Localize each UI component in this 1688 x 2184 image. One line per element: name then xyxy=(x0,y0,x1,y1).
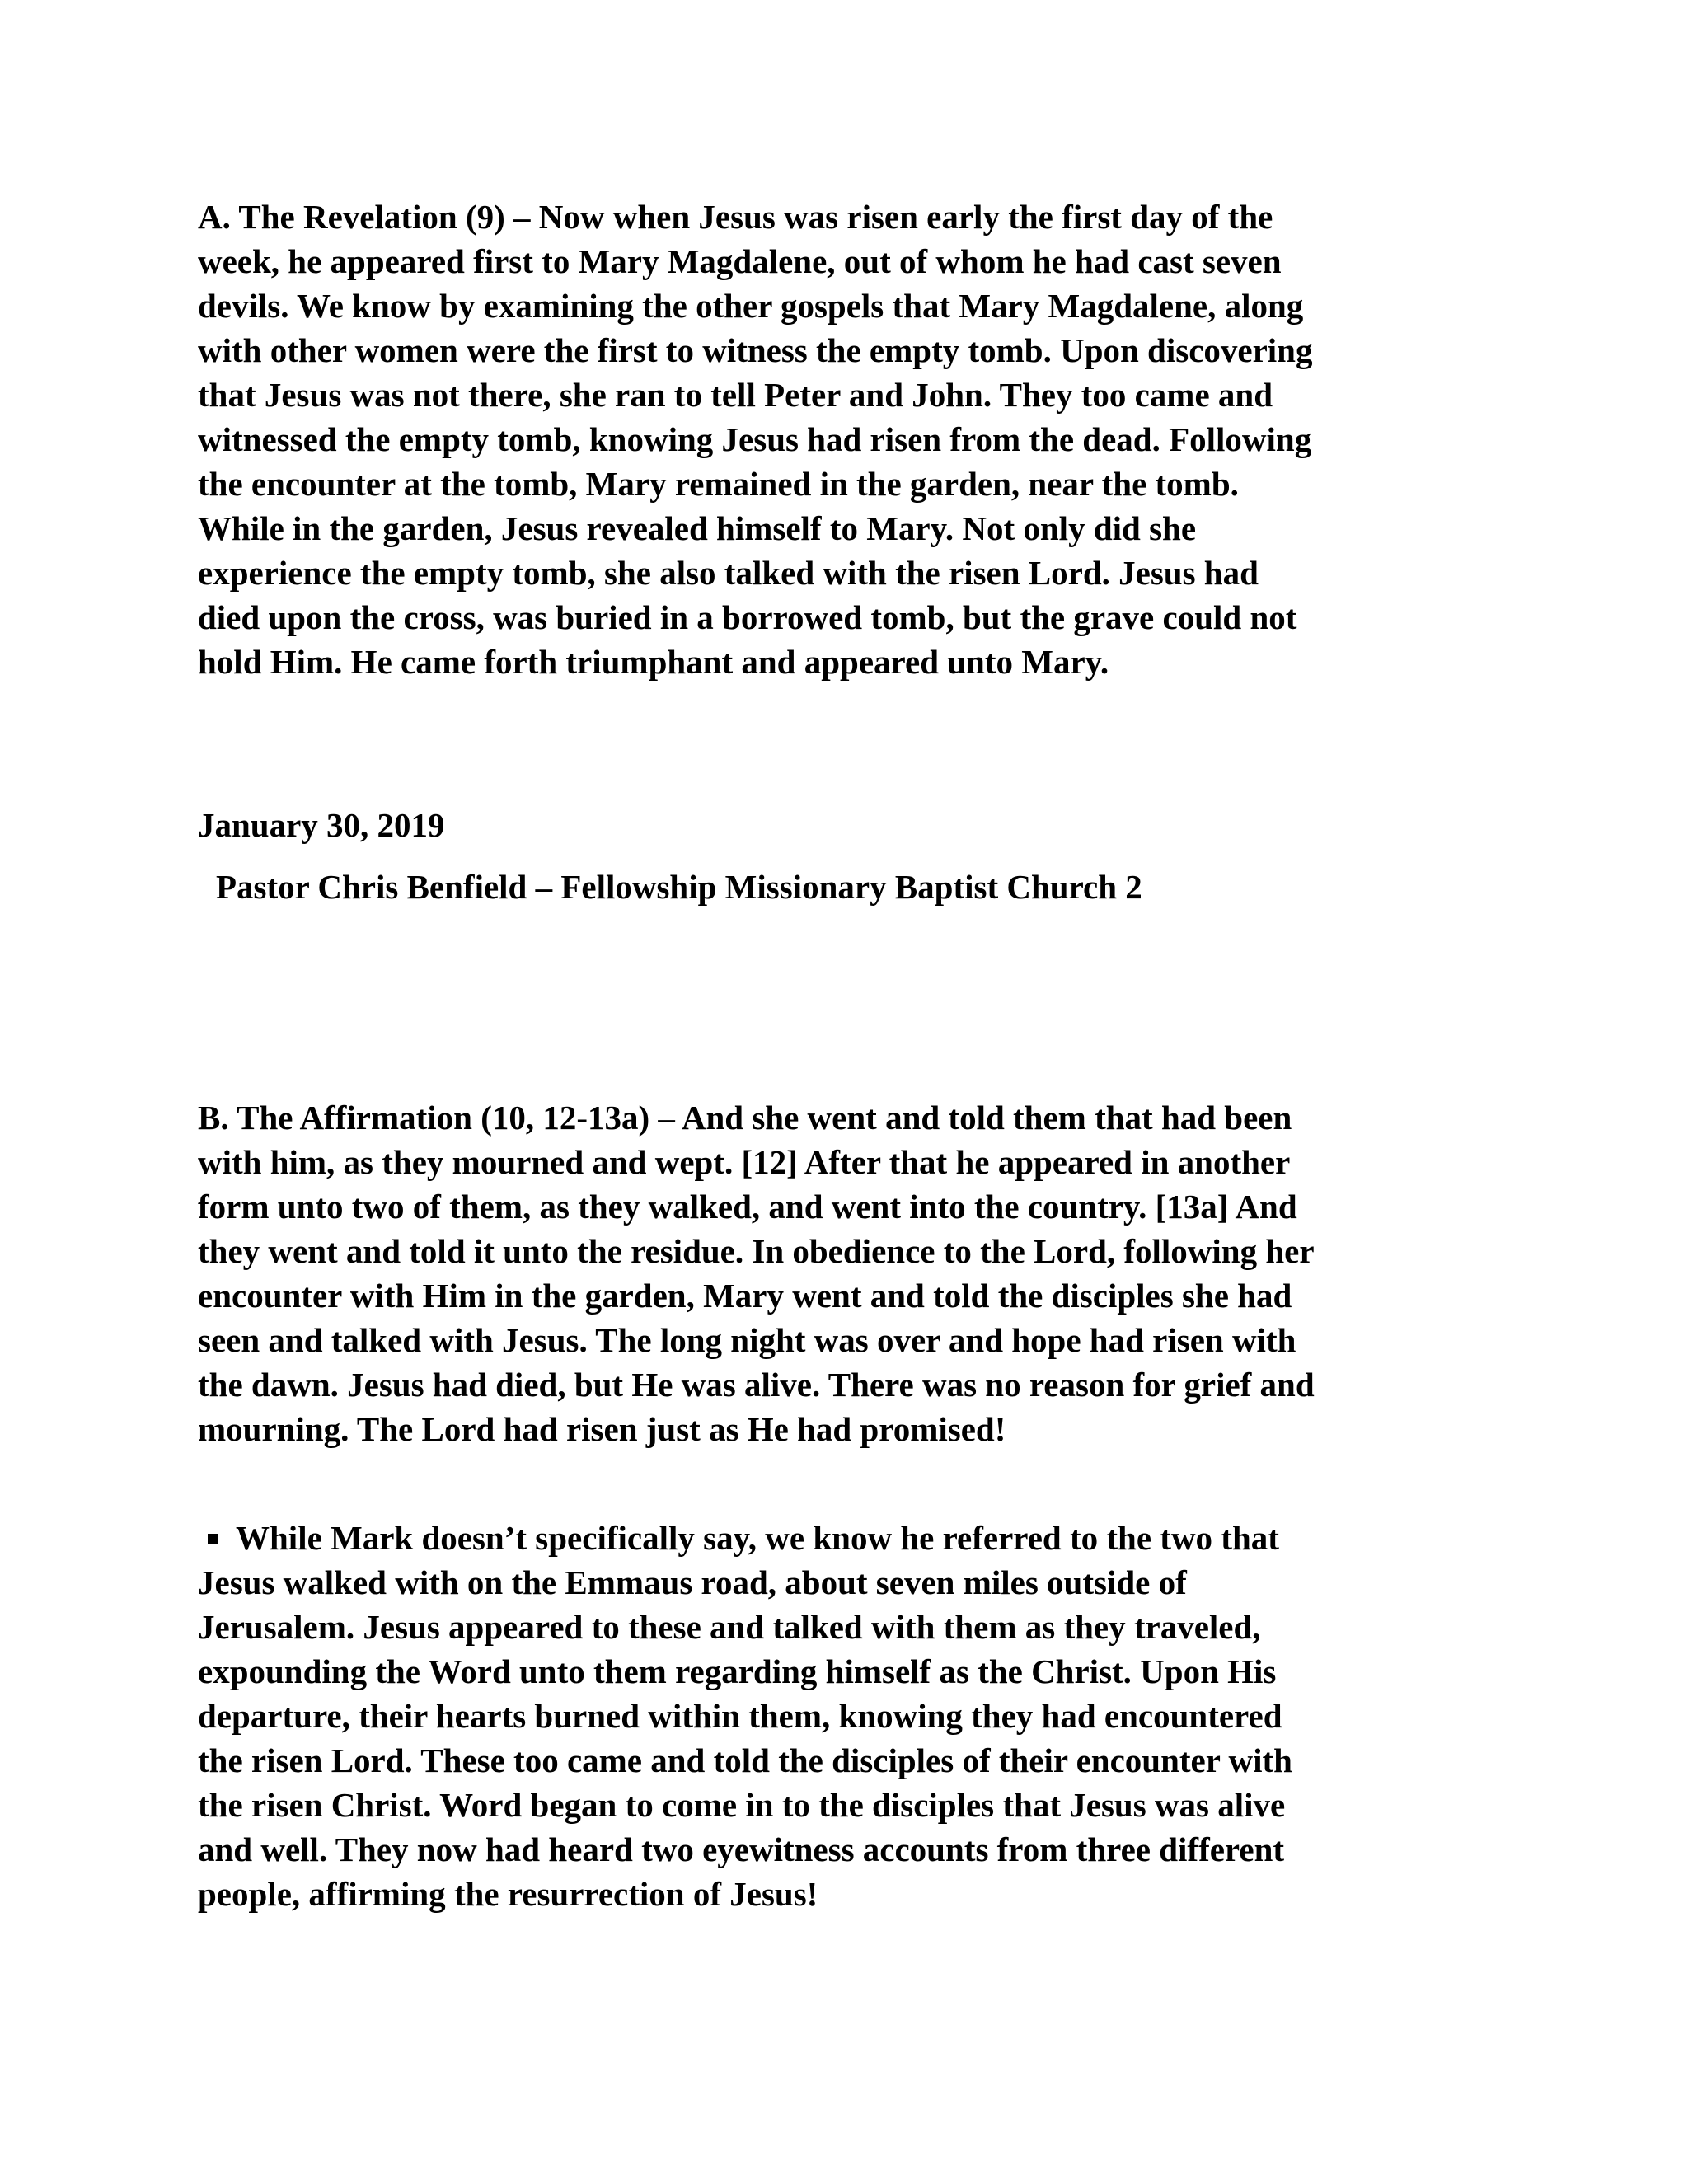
text-line: people, affirming the resurrection of Jesus! xyxy=(198,1875,818,1913)
text-line: with him, as they mourned and wept. [12] After that he appeared in another xyxy=(198,1143,1291,1181)
date-text: January 30, 2019 xyxy=(198,806,445,844)
text-line: devils. We know by examining the other gospels that Mary Magdalene, along xyxy=(198,287,1304,325)
text-line: Jerusalem. Jesus appeared to these and talked with them as they traveled, xyxy=(198,1608,1261,1646)
text-line: expounding the Word unto them regarding himself as the Christ. Upon His xyxy=(198,1652,1277,1690)
section-a-revelation-paragraph xyxy=(198,194,1508,684)
text-line: and well. They now had heard two eyewitness accounts from three different xyxy=(198,1830,1285,1868)
footer-date xyxy=(198,803,1508,847)
square-bullet-icon xyxy=(208,1534,218,1544)
text-line: B. The Affirmation (10, 12-13a) – And she went and told them that had been xyxy=(198,1099,1292,1137)
text-line: week, he appeared first to Mary Magdalene, out of whom he had cast seven xyxy=(198,242,1282,280)
text-line: they went and told it unto the residue. In obedience to the Lord, following her xyxy=(198,1232,1315,1270)
text-line: the dawn. Jesus had died, but He was alive. There was no reason for grief and xyxy=(198,1366,1315,1404)
text-line: hold Him. He came forth triumphant and appeared unto Mary. xyxy=(198,643,1109,681)
text-line: A. The Revelation (9) – Now when Jesus was risen early the first day of the xyxy=(198,198,1273,236)
text-line: Jesus walked with on the Emmaus road, about seven miles outside of xyxy=(198,1563,1187,1601)
text-line: the encounter at the tomb, Mary remained in the garden, near the tomb. xyxy=(198,465,1239,503)
text-line: encounter with Him in the garden, Mary went and told the disciples she had xyxy=(198,1277,1292,1315)
pastor-church-page-text: Pastor Chris Benfield – Fellowship Missionary Baptist Church 2 xyxy=(216,868,1142,906)
text-line: with other women were the first to witness the empty tomb. Upon discovering xyxy=(198,331,1313,369)
text-line: the risen Christ. Word began to come in to the disciples that Jesus was alive xyxy=(198,1786,1286,1824)
section-b-affirmation-paragraph xyxy=(198,1095,1508,1451)
text-line: seen and talked with Jesus. The long night was over and hope had risen with xyxy=(198,1321,1296,1359)
text-line xyxy=(198,1516,1508,1560)
text-line: While in the garden, Jesus revealed himself to Mary. Not only did she xyxy=(198,509,1197,547)
bullet-first-line-text: While Mark doesn’t specifically say, we know he referred to the two that xyxy=(236,1519,1279,1557)
bullet-paragraph xyxy=(198,1516,1508,1916)
text-line: form unto two of them, as they walked, and went into the country. [13a] And xyxy=(198,1188,1297,1226)
text-line: departure, their hearts burned within them, knowing they had encountered xyxy=(198,1697,1282,1735)
text-line: the risen Lord. These too came and told the disciples of their encounter with xyxy=(198,1741,1292,1779)
text-line: witnessed the empty tomb, knowing Jesus had risen from the dead. Following xyxy=(198,420,1312,458)
text-line: that Jesus was not there, she ran to tell Peter and John. They too came and xyxy=(198,376,1273,414)
footer-pastor-line xyxy=(216,865,1526,909)
text-line: experience the empty tomb, she also talked with the risen Lord. Jesus had xyxy=(198,554,1259,592)
text-line: died upon the cross, was buried in a borrowed tomb, but the grave could not xyxy=(198,598,1297,636)
text-line: mourning. The Lord had risen just as He had promised! xyxy=(198,1410,1006,1448)
